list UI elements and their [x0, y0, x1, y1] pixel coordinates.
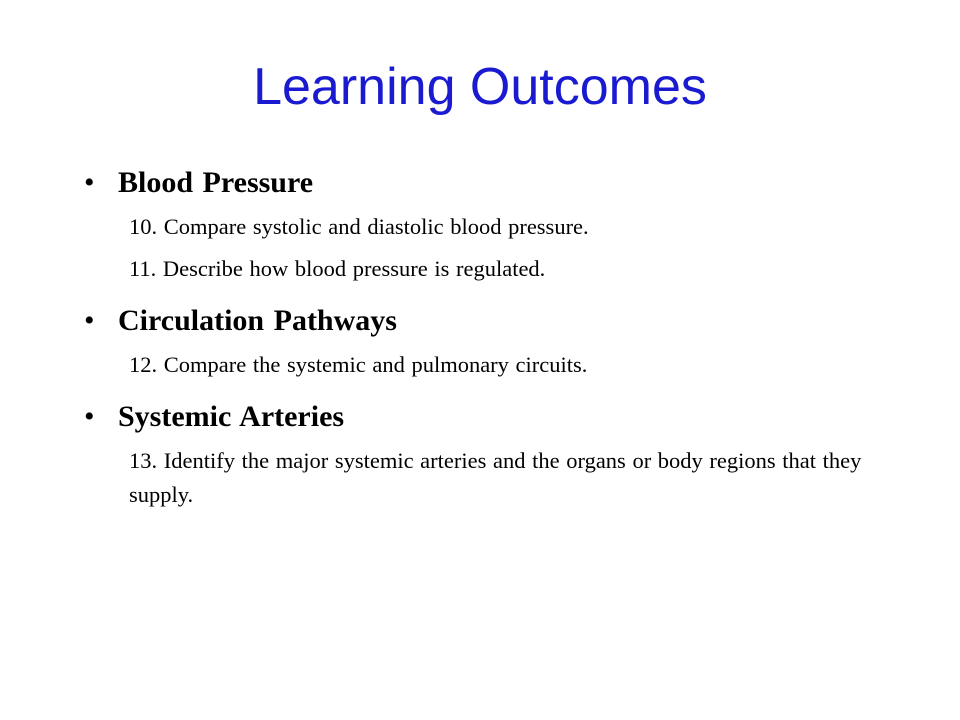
outcome-item: 12. Compare the systemic and pulmonary circuits.	[129, 352, 588, 377]
section-systemic-arteries	[84, 394, 884, 524]
section-heading: Circulation Pathways	[118, 304, 397, 337]
outcome-item: 13. Identify the major systemic arteries and the organs or body regions that they supply.	[129, 448, 862, 507]
bullet-icon: •	[84, 166, 95, 199]
section-heading-row	[84, 394, 884, 440]
bullet-icon: •	[84, 400, 95, 433]
outcome-items	[84, 206, 884, 298]
outcome-item: 10. Compare systolic and diastolic blood pressure.	[129, 214, 589, 239]
outcome-items	[84, 440, 884, 524]
section-heading: Blood Pressure	[118, 166, 314, 199]
outcome-item: 11. Describe how blood pressure is regulated.	[129, 256, 546, 281]
section-heading-row	[84, 160, 884, 206]
section-blood-pressure	[84, 160, 884, 298]
outcome-items	[84, 344, 884, 394]
section-circulation-pathways	[84, 298, 884, 394]
section-heading: Systemic Arteries	[118, 400, 345, 433]
section-heading-row	[84, 298, 884, 344]
slide-title: Learning Outcomes	[253, 58, 707, 116]
bullet-icon: •	[84, 304, 95, 337]
outcomes-list	[84, 160, 884, 524]
